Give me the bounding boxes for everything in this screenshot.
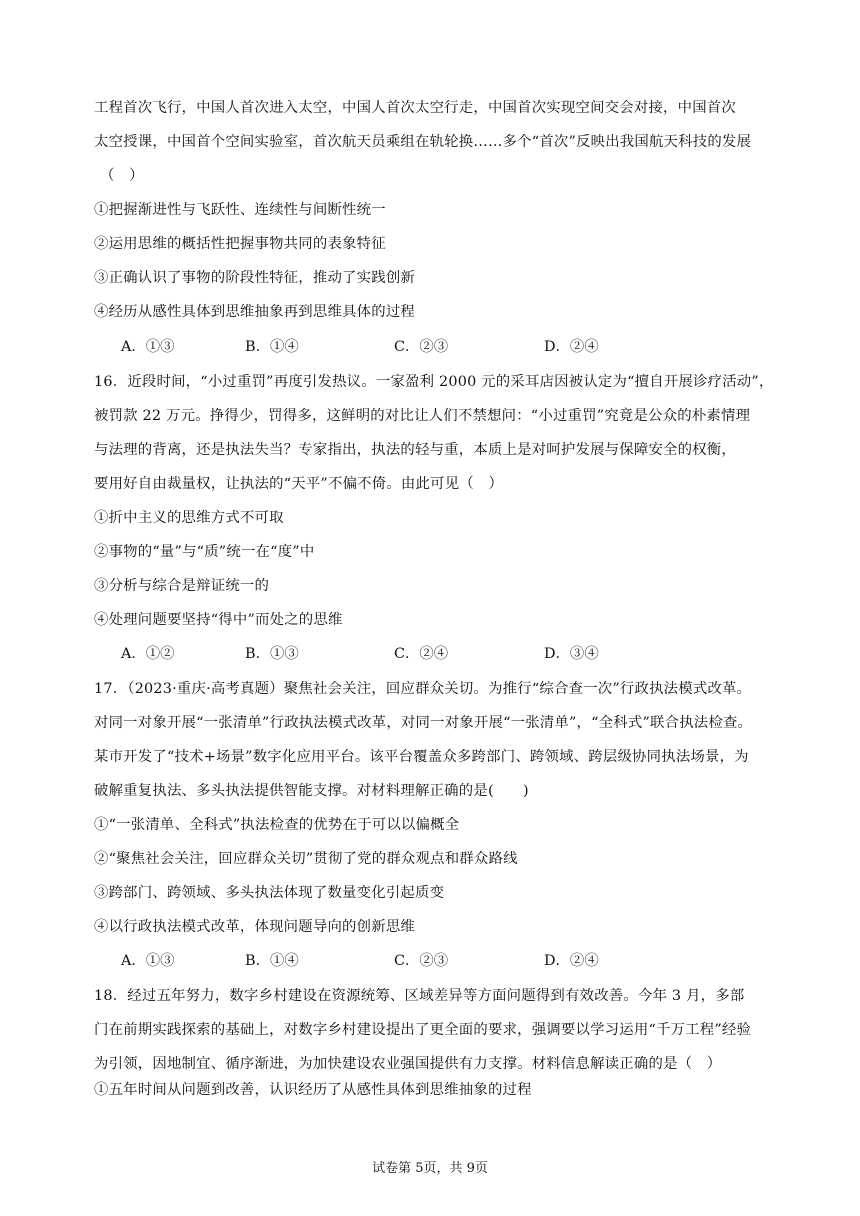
q17-option-a: A．①③ — [121, 953, 175, 969]
q15-statement: ③正确认识了事物的阶段性特征，推动了实践创新 — [94, 270, 415, 286]
q18-line: 为引领，因地制宜、循序渐进，为加快建设农业强国提供有力支撑。材料信息解读正确的是（ ） — [94, 1056, 722, 1072]
q17-option-b: B．①④ — [245, 953, 299, 969]
q15-option-a: A．①③ — [121, 339, 175, 355]
q15-statement: ①把握渐进性与飞跃性、连续性与间断性统一 — [94, 202, 386, 218]
q17-statement: ④以行政执法模式改革，体现问题导向的创新思维 — [94, 919, 415, 935]
q17-line: 某市开发了“技术+场景”数字化应用平台。该平台覆盖众多跨部门、跨领域、跨层级协同执法场景，为 — [94, 749, 749, 765]
q16-option-a: A．①② — [121, 646, 175, 662]
q15-line: 太空授课，中国首个空间实验室，首次航天员乘组在轨轮换……多个“首次”反映出我国航天科技的发展 — [94, 134, 752, 150]
q15-statement: ④经历从感性具体到思维抽象再到思维具体的过程 — [94, 304, 415, 320]
page-footer: 试卷第 5页，共 9页 — [372, 1161, 488, 1176]
q17-line: 17．（2023·重庆·高考真题）聚焦社会关注，回应群众关切。为推行“综合查一次”行政执法模式改革。 — [94, 681, 752, 697]
q16-option-c: C．②④ — [394, 646, 449, 662]
q16-statement: ④处理问题要坚持“得中”而处之的思维 — [94, 612, 343, 628]
q15-answer-blank: （ ） — [100, 168, 144, 184]
q16-line: 被罚款 22 万元。挣得少，罚得多，这鲜明的对比让人们不禁想问：“小过重罚”究竟是公众的朴素情理 — [94, 408, 751, 424]
q17-option-d: D．②④ — [544, 953, 599, 969]
q15-line: 工程首次飞行，中国人首次进入太空，中国人首次太空行走，中国首次实现空间交会对接，中国首次 — [94, 100, 736, 116]
q17-option-c: C．②③ — [394, 953, 449, 969]
q17-statement: ①“一张清单、全科式”执法检查的优势在于可以以偏概全 — [94, 817, 460, 833]
q15-statement: ②运用思维的概括性把握事物共同的表象特征 — [94, 236, 386, 252]
q17-statement: ③跨部门、跨领域、多头执法体现了数量变化引起质变 — [94, 885, 445, 901]
q16-line: 要用好自由裁量权，让执法的“天平”不偏不倚。由此可见（ ） — [94, 476, 504, 492]
q18-statement: ①五年时间从问题到改善，认识经历了从感性具体到思维抽象的过程 — [94, 1082, 532, 1098]
q16-statement: ②事物的“量”与“质”统一在“度”中 — [94, 544, 315, 560]
q16-option-b: B．①③ — [245, 646, 299, 662]
q16-option-d: D．③④ — [544, 646, 599, 662]
q17-statement: ②“聚焦社会关注，回应群众关切”贯彻了党的群众观点和群众路线 — [94, 851, 518, 867]
q17-line: 破解重复执法、多头执法提供智能支撑。对材料理解正确的是( ) — [94, 783, 529, 799]
q16-statement: ③分析与综合是辩证统一的 — [94, 578, 270, 594]
q16-line: 与法理的背离，还是执法失当？专家指出，执法的轻与重，本质上是对呵护发展与保障安全的权衡， — [94, 442, 736, 458]
q15-option-b: B．①④ — [245, 339, 299, 355]
q16-line: 16．近段时间，“小过重罚”再度引发热议。一家盈利 2000 元的采耳店因被认定为“擅自开展诊疗活动”， — [94, 374, 774, 390]
q18-line: 门在前期实践探索的基础上，对数字乡村建设提出了更全面的要求，强调要以学习运用“千万工程”经验 — [94, 1022, 752, 1038]
q16-statement: ①折中主义的思维方式不可取 — [94, 510, 284, 526]
q17-line: 对同一对象开展“一张清单”行政执法模式改革，对同一对象开展“一张清单”，“全科式”联合执法检查。 — [94, 715, 753, 731]
q15-option-c: C．②③ — [394, 339, 449, 355]
q15-option-d: D．②④ — [544, 339, 599, 355]
q18-line: 18．经过五年努力，数字乡村建设在资源统筹、区域差异等方面问题得到有效改善。今年 3 月，多部 — [94, 988, 745, 1004]
